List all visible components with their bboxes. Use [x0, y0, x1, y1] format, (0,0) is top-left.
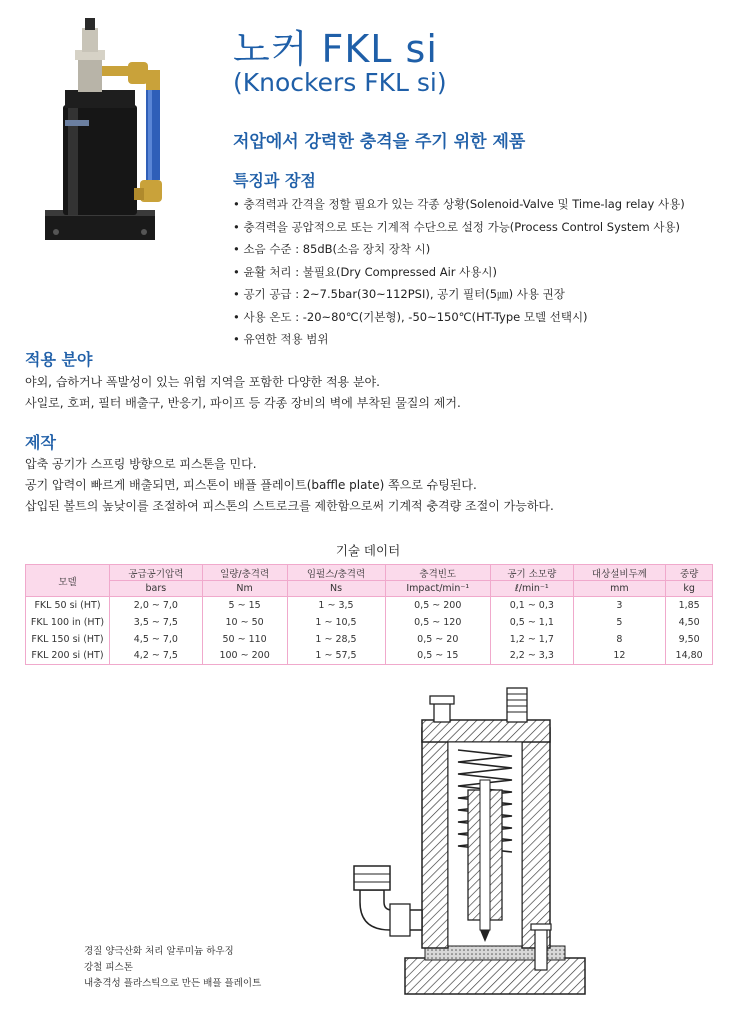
- operation-text: [25, 454, 554, 517]
- column-header: 임펄스/충격력: [287, 565, 385, 581]
- features-heading: 특징과 장점: [233, 171, 316, 190]
- table-cell: 4,50: [666, 614, 713, 631]
- application-text: [25, 372, 461, 414]
- page-subtitle: (Knockers FKL si): [233, 68, 447, 97]
- table-cell: 14,80: [666, 648, 713, 665]
- table-cell: 1,85: [666, 597, 713, 614]
- table-cell: 4,2 ~ 7,5: [110, 648, 203, 665]
- application-heading: 적용 분야: [25, 350, 93, 369]
- operation-line: 삽입된 볼트의 높낮이를 조절하여 피스톤의 스트로크를 제한함으로써 기계적 충격량 조절이 가능하다.: [25, 499, 554, 513]
- unit-header: Nm: [202, 581, 287, 597]
- features-list: [233, 193, 685, 351]
- unit-header: Impact/min⁻¹: [385, 581, 491, 597]
- table-cell: FKL 50 si (HT): [26, 597, 110, 614]
- table-row: [26, 631, 713, 648]
- table-row: [26, 597, 713, 614]
- operation-line: 공기 압력이 빠르게 배출되면, 피스톤이 배플 플레이트(baffle plate) 쪽으로 슈팅된다.: [25, 478, 477, 492]
- table-cell: 0,5 ~ 1,1: [491, 614, 574, 631]
- table-cell: FKL 100 in (HT): [26, 614, 110, 631]
- table-cell: 100 ~ 200: [202, 648, 287, 665]
- table-cell: 50 ~ 110: [202, 631, 287, 648]
- feature-item: • 윤활 처리 : 불필요(Dry Compressed Air 사용시): [233, 261, 685, 284]
- application-line: 야외, 습하거나 폭발성이 있는 위험 지역을 포함한 다양한 적용 분야.: [25, 375, 380, 389]
- cross-section-diagram: [330, 680, 600, 1000]
- operation-line: 압축 공기가 스프링 방향으로 피스톤을 민다.: [25, 457, 257, 471]
- unit-header: ℓ/min⁻¹: [491, 581, 574, 597]
- column-header: 일량/충격력: [202, 565, 287, 581]
- table-cell: 12: [573, 648, 666, 665]
- table-cell: 5 ~ 15: [202, 597, 287, 614]
- table-cell: 2,0 ~ 7,0: [110, 597, 203, 614]
- table-cell: 1 ~ 10,5: [287, 614, 385, 631]
- column-header: 중량: [666, 565, 713, 581]
- table-cell: 5: [573, 614, 666, 631]
- table-row: [26, 614, 713, 631]
- table-cell: 10 ~ 50: [202, 614, 287, 631]
- feature-item: • 충격력과 간격을 정할 필요가 있는 각종 상황(Solenoid-Valve 및 Time-lag relay 사용): [233, 193, 685, 216]
- table-cell: 3: [573, 597, 666, 614]
- unit-header: bars: [110, 581, 203, 597]
- table-cell: 1 ~ 28,5: [287, 631, 385, 648]
- tech-table-caption: 기술 데이터: [335, 543, 401, 558]
- legend-item: 경질 양극산화 처리 알루미늄 하우징: [84, 946, 234, 957]
- unit-header: mm: [573, 581, 666, 597]
- table-cell: 1,2 ~ 1,7: [491, 631, 574, 648]
- feature-item: • 유연한 적용 범위: [233, 328, 685, 351]
- table-cell: 3,5 ~ 7,5: [110, 614, 203, 631]
- unit-header: kg: [666, 581, 713, 597]
- page-title: 노커 FKL si: [233, 27, 438, 71]
- column-header: 공급공기압력: [110, 565, 203, 581]
- feature-item: • 사용 온도 : -20~80℃(기본형), -50~150℃(HT-Type 모델 선택시): [233, 306, 685, 329]
- legend-item: 강철 피스톤: [84, 962, 133, 973]
- table-cell: 2,2 ~ 3,3: [491, 648, 574, 665]
- column-header: 공기 소모량: [491, 565, 574, 581]
- table-cell: 0,5 ~ 200: [385, 597, 491, 614]
- table-cell: 8: [573, 631, 666, 648]
- product-photo: [20, 10, 210, 250]
- column-header: 충격빈도: [385, 565, 491, 581]
- column-header: 대상설비두께: [573, 565, 666, 581]
- table-cell: 0,1 ~ 0,3: [491, 597, 574, 614]
- table-cell: 9,50: [666, 631, 713, 648]
- table-cell: 4,5 ~ 7,0: [110, 631, 203, 648]
- table-cell: FKL 200 si (HT): [26, 648, 110, 665]
- table-cell: 1 ~ 3,5: [287, 597, 385, 614]
- legend-item: 내충격성 플라스틱으로 만든 배플 플레이트: [84, 978, 262, 989]
- model-column-header: 모델: [26, 565, 110, 597]
- table-cell: 0,5 ~ 20: [385, 631, 491, 648]
- table-cell: 1 ~ 57,5: [287, 648, 385, 665]
- table-row: [26, 648, 713, 665]
- diagram-legend: [84, 944, 261, 992]
- table-cell: 0,5 ~ 15: [385, 648, 491, 665]
- application-line: 사일로, 호퍼, 필터 배출구, 반응기, 파이프 등 각종 장비의 벽에 부착된 물질의 제거.: [25, 396, 461, 410]
- table-cell: 0,5 ~ 120: [385, 614, 491, 631]
- operation-heading: 제작: [25, 433, 56, 452]
- feature-item: • 소음 수준 : 85dB(소음 장치 장착 시): [233, 238, 685, 261]
- table-cell: FKL 150 si (HT): [26, 631, 110, 648]
- unit-header: Ns: [287, 581, 385, 597]
- feature-item: • 충격력을 공압적으로 또는 기계적 수단으로 설정 가능(Process Control System 사용): [233, 216, 685, 239]
- feature-item: • 공기 공급 : 2~7.5bar(30~112PSI), 공기 필터(5㎛) 사용 권장: [233, 283, 685, 306]
- product-tagline: 저압에서 강력한 충격을 주기 위한 제품: [233, 132, 526, 152]
- tech-data-table: [25, 564, 713, 665]
